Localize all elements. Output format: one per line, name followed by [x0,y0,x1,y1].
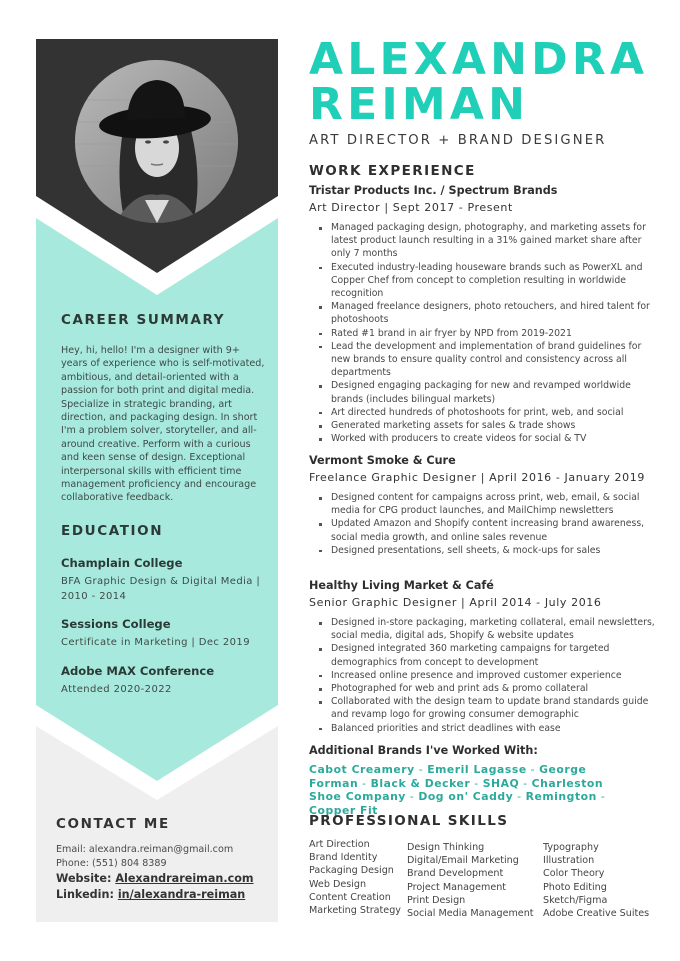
job-bullets [318,491,658,557]
skill-item: Photo Editing [543,881,607,893]
bullet-item: Worked with producers to create videos for social & TV [318,432,658,445]
skill-item: Marketing Strategy [309,905,401,917]
skill-item: Color Theory [543,868,605,880]
linkedin-label: Linkedin: [56,888,118,901]
bullet-item: Lead the development and implementation of brand guidelines for new brands to ensure quality control and consistency across all departments [318,340,658,380]
brand-item: Black & Decker [370,776,471,790]
brand-item: Emeril Lagasse [427,763,527,776]
bullet-item: Managed packaging design, photography, and marketing assets for latest product launch resulting in a 31% gained market share after only 7 months [318,221,658,261]
skill-item: Digital/Email Marketing [407,855,519,867]
job-role: Senior Graphic Designer | April 2014 - July 2016 [309,596,602,609]
name-last: REIMAN [309,79,530,130]
brand-separator: - [596,790,606,803]
brand-item: Dog on' Caddy [418,790,514,803]
skill-item: Adobe Creative Suites [543,908,650,920]
bullet-item: Collaborated with the design team to update brand standards guide and revamp logo for growing consumer demographic [318,695,658,721]
additional-brands-heading: Additional Brands I've Worked With: [309,744,538,757]
brand-separator: - [526,763,540,776]
brands-list [309,763,629,817]
skill-item: Art Direction [309,839,370,850]
bullet-item: Managed freelance designers, photo retouchers, and hired talent for photoshoots [318,300,658,326]
portrait-illustration [75,60,238,223]
bullet-item: Photographed for web and print ads & promo collateral [318,682,658,695]
linkedin-link[interactable]: in/alexandra-reiman [117,888,246,901]
degree-detail: BFA Graphic Design & Digital Media | 2010 - 2014 [61,576,261,602]
job-title-subtitle: ART DIRECTOR + BRAND DESIGNER [309,133,607,148]
website-link[interactable]: Alexandrareiman.com [115,872,254,885]
education-item [61,617,271,651]
bullet-item: Rated #1 brand in air fryer by NPD from 2019-2021 [318,327,658,340]
job-role: Art Director | Sept 2017 - Present [309,201,513,214]
candidate-name [309,34,649,130]
contact-heading: CONTACT ME [56,816,170,832]
skill-item: Packaging Design [309,865,394,877]
skill-item: Brand Identity [309,852,378,864]
job-company: Vermont Smoke & Cure [309,454,456,467]
school-name: Sessions College [61,617,171,631]
skills-column-3 [543,841,649,920]
skill-item: Web Design [309,878,367,890]
skills-column-1 [309,838,401,917]
contact-linkedin [56,888,245,901]
brand-separator: - [513,790,526,803]
website-label: Website: [56,872,116,885]
skill-item: Design Thinking [407,842,485,853]
bullet-item: Designed integrated 360 marketing campaigns for targeted demographics from concept to development [318,642,658,668]
school-name: Champlain College [61,556,183,570]
contact-phone: Phone: (551) 804 8389 [56,858,167,869]
education-item [61,556,271,604]
skill-item: Print Design [407,894,466,906]
brand-separator: - [358,776,371,790]
brand-item: Copper Fit [309,803,378,817]
bullet-item: Designed engaging packaging for new and revamped worldwide brands (includes bilingual markets) [318,379,658,405]
name-first: ALEXANDRA [309,34,649,85]
work-experience-heading: WORK EXPERIENCE [309,163,476,179]
brand-separator: - [405,790,419,803]
brand-item: Charleston Shoe Company [309,776,604,803]
contact-website [56,872,254,885]
degree-detail: Attended 2020-2022 [61,684,172,695]
brand-item: Remington [525,790,597,803]
career-summary-heading: CAREER SUMMARY [61,312,226,328]
job-bullets [318,221,658,445]
job-company: Healthy Living Market & Café [309,579,494,592]
degree-detail: Certificate in Marketing | Dec 2019 [61,637,250,648]
brand-separator: - [470,776,483,790]
skill-item: Brand Development [407,868,504,880]
bullet-item: Designed in-store packaging, marketing collateral, email newsletters, social media, digital ads, Shopify & website updates [318,616,658,642]
job-company: Tristar Products Inc. / Spectrum Brands [309,184,558,197]
skill-item: Illustration [543,855,595,867]
skill-item: Content Creation [309,891,391,903]
bullet-item: Art directed hundreds of photoshoots for print, web, and social [318,406,658,419]
brand-item: Cabot Creamery [309,763,415,776]
skill-item: Sketch/Figma [543,894,608,906]
contact-email[interactable]: Email: alexandra.reiman@gmail.com [56,844,234,855]
skill-item: Social Media Management [407,908,534,920]
bullet-item: Generated marketing assets for sales & trade shows [318,419,658,432]
job-role: Freelance Graphic Designer | April 2016 - January 2019 [309,471,645,484]
skill-item: Typography [543,842,599,853]
bullet-item: Designed presentations, sell sheets, & mock-ups for sales [318,544,658,557]
bullet-item: Designed content for campaigns across print, web, email, & social media for CPG product launches, and MailChimp newsletters [318,491,658,517]
bullet-item: Executed industry-leading houseware brands such as PowerXL and Copper Chef from concept to completion resulting in worldwide recognition [318,261,658,301]
bullet-item: Updated Amazon and Shopify content increasing brand awareness, social media growth, and online sales revenue [318,517,658,543]
education-item [61,664,271,698]
skill-item: Project Management [407,881,507,893]
brand-separator: - [519,776,532,790]
profile-photo [75,60,238,223]
job-bullets [318,616,658,735]
brand-item: George Forman [309,763,587,790]
professional-skills-heading: PROFESSIONAL SKILLS [309,813,509,829]
skills-column-2 [407,841,534,920]
brand-item: SHAQ [482,776,520,790]
bullet-item: Balanced priorities and strict deadlines with ease [318,722,658,735]
bullet-item: Increased online presence and improved customer experience [318,669,658,682]
school-name: Adobe MAX Conference [61,664,215,678]
education-heading: EDUCATION [61,523,164,539]
career-summary-text: Hey, hi, hello! I'm a designer with 9+ years of experience who is self-motivated, ambitious, and detail-oriented with a passion for both print and digital media. Specialize in strategic branding, art direction, and packaging design. In short I'm a problem solver, storyteller, and all-around creative. Perform with a curious and keen sense of design. Exceptional interpersonal skills with efficient time management proficiency and encourage collaborative feedback. [61,345,265,504]
brand-separator: - [414,763,428,776]
